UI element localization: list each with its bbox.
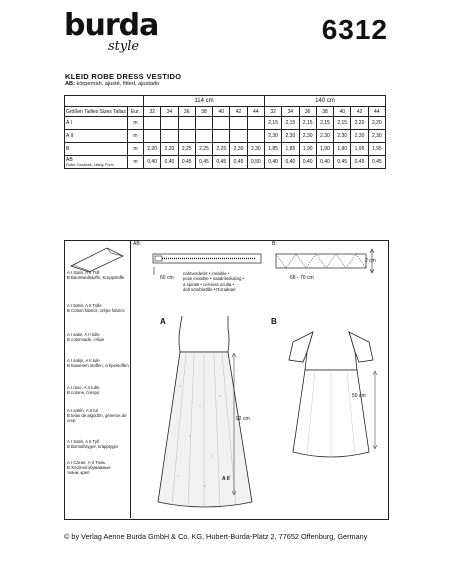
value-cell: 1,90 — [299, 143, 316, 156]
value-cell — [144, 117, 161, 130]
size-header-36: 36 — [299, 107, 316, 117]
value-cell — [230, 130, 247, 143]
value-cell — [195, 117, 212, 130]
value-cell — [195, 130, 212, 143]
width-114-header: 114 cm — [144, 96, 265, 107]
zip-line-1: nahtverdeckt • invisible • — [183, 271, 230, 276]
value-cell: 2,30 — [282, 130, 299, 143]
fabric-line: crep — [67, 418, 76, 424]
table-row — [65, 117, 386, 130]
pattern-number: 6312 — [321, 14, 388, 45]
fabric-suggestion — [67, 303, 125, 313]
view-a-label: A — [160, 317, 166, 326]
fabric-suggestion — [67, 270, 124, 280]
value-cell: 2,30 — [264, 130, 281, 143]
fabric-suggestion — [67, 358, 129, 368]
unit-cell: m — [127, 156, 143, 169]
value-cell: 2,20 — [351, 117, 368, 130]
row-label-text: B — [66, 146, 70, 152]
value-cell: 2,30 — [247, 143, 264, 156]
fabric-line: B Хлопчатобумажные — [67, 465, 111, 471]
value-cell: 1,90 — [316, 143, 333, 156]
value-cell: 0,45 — [195, 156, 212, 169]
size-header-38: 38 — [195, 107, 212, 117]
unit-cell: m — [127, 143, 143, 156]
fit-description — [65, 81, 159, 87]
size-header-42: 42 — [351, 107, 368, 117]
value-cell: 1,85 — [264, 143, 281, 156]
value-cell: 2,30 — [368, 130, 385, 143]
zip-description — [183, 271, 244, 292]
bias-tape-icon — [272, 246, 382, 282]
value-cell: 0,40 — [299, 156, 316, 169]
copyright-notice: © by Verlag Aenne Burda GmbH & Co. KG, Hubert-Burda-Platz 2, 77652 Offenburg, Germany — [64, 532, 368, 541]
value-cell: 0,40 — [144, 156, 161, 169]
zip-line-4: dolt sömblixtlås • Потайная — [183, 286, 236, 292]
row-label-text: A II — [66, 133, 74, 139]
fabric-line: B Baumwollstoffe, Kreppstoffe — [67, 275, 125, 281]
value-cell: 2,30 — [334, 130, 351, 143]
value-cell: 2,15 — [299, 117, 316, 130]
row-label — [65, 143, 128, 156]
size-header-32: 32 — [264, 107, 281, 117]
value-cell: 0,45 — [213, 156, 230, 169]
fabric-suggestions — [64, 240, 131, 518]
size-header-44: 44 — [368, 107, 385, 117]
value-cell: 2,25 — [195, 143, 212, 156]
row-label — [65, 117, 128, 130]
fabric-line: A I raso, A II tulle, — [67, 385, 101, 390]
fabric-line: B cotone, crespo — [67, 390, 100, 396]
value-cell — [247, 117, 264, 130]
fit-text: körpernah, ajusté, fitted, ajustado — [76, 81, 160, 87]
row-sublabel: Futter, Doublure, Lining, Forro — [66, 163, 114, 167]
value-cell: 0,40 — [316, 156, 333, 169]
value-cell: 2,30 — [351, 130, 368, 143]
fit-code: AB: — [65, 81, 75, 87]
fabric-suggestion — [67, 332, 104, 342]
value-cell: 1,95 — [351, 143, 368, 156]
value-cell — [178, 130, 195, 143]
value-cell: 2,30 — [316, 130, 333, 143]
zip-line-2: pose invisible • naadritssluiting • — [183, 276, 245, 282]
fabric-line: A I Satin, A II Tulle — [67, 303, 102, 308]
value-cell: 2,25 — [178, 143, 195, 156]
table-row — [65, 143, 386, 156]
fabric-line: A I satén, A II tul — [67, 408, 98, 413]
dress-a-illustration — [150, 306, 260, 516]
value-cell — [161, 130, 178, 143]
table-row — [65, 156, 386, 169]
row-label — [65, 130, 128, 143]
fabric-line: A I Satin, A II Tüll — [67, 270, 100, 275]
table-corner — [65, 96, 144, 107]
view-b-label: B — [271, 317, 277, 326]
value-cell — [213, 130, 230, 143]
fabric-line: B katoenen stoffen, crêpestoffen — [67, 363, 129, 369]
brand-sub: style — [108, 39, 140, 54]
value-cell: 2,20 — [368, 117, 385, 130]
value-cell: 0,45 — [368, 156, 385, 169]
size-header-40: 40 — [213, 107, 230, 117]
value-cell — [213, 117, 230, 130]
value-cell — [144, 130, 161, 143]
value-cell: 2,30 — [299, 130, 316, 143]
value-cell: 1,90 — [334, 143, 351, 156]
value-cell: 0,50 — [247, 156, 264, 169]
row-label — [65, 156, 128, 169]
value-cell — [178, 117, 195, 130]
value-cell: 1,95 — [368, 143, 385, 156]
value-cell — [247, 130, 264, 143]
value-cell: 0,45 — [230, 156, 247, 169]
burda-logo — [64, 8, 159, 54]
value-cell: 0,45 — [178, 156, 195, 169]
eur-label: Eur. — [127, 107, 143, 117]
fabric-suggestion — [67, 385, 100, 395]
width-140-header: 140 cm — [264, 96, 385, 107]
brand-name: burda — [64, 8, 159, 43]
view-a2-label: A II — [222, 476, 230, 482]
tape-width: 2 cm — [365, 258, 376, 264]
value-cell: 1,85 — [282, 143, 299, 156]
size-header-34: 34 — [161, 107, 178, 117]
size-header-40: 40 — [334, 107, 351, 117]
fabric-line: A I Satin, A II Tyll — [67, 439, 99, 444]
size-header-label: Größen Tailles Sizes Tallas — [66, 108, 126, 115]
value-cell: 0,45 — [334, 156, 351, 169]
value-cell: 0,40 — [161, 156, 178, 169]
value-cell: 2,30 — [230, 143, 247, 156]
fabric-suggestion — [67, 460, 111, 476]
fabric-suggestion — [67, 408, 127, 424]
value-cell: 0,40 — [282, 156, 299, 169]
fabric-line: B cotonnade, crêpe — [67, 337, 105, 343]
value-cell: 2,15 — [264, 117, 281, 130]
size-header-32: 32 — [144, 107, 161, 117]
row-label-text: AB — [66, 157, 73, 163]
value-cell: 0,45 — [351, 156, 368, 169]
fabric-line: A I Сатин, A II Тюль — [67, 460, 106, 465]
zip-length: 60 cm — [160, 275, 174, 281]
fabric-line: B telas de algodón, géneros de — [67, 413, 127, 419]
tape-length: 68 - 70 cm — [290, 275, 314, 281]
value-cell: 2,15 — [316, 117, 333, 130]
ab-notion-label: AB: — [133, 241, 142, 247]
fabric-suggestion — [67, 439, 118, 449]
fabric-line: ткани, креп — [67, 470, 90, 476]
yardage-table — [64, 95, 386, 169]
size-header-38: 38 — [316, 107, 333, 117]
value-cell: 2,15 — [334, 117, 351, 130]
size-header-34: 34 — [282, 107, 299, 117]
size-header-36: 36 — [178, 107, 195, 117]
table-row — [65, 130, 386, 143]
value-cell — [161, 117, 178, 130]
page-title: KLEID ROBE DRESS VESTIDO — [65, 72, 182, 81]
unit-cell: m — [127, 117, 143, 130]
fabric-line: B Bomullstyger, kräpptyger — [67, 444, 119, 450]
dress-b-illustration — [275, 316, 385, 476]
size-header-42: 42 — [230, 107, 247, 117]
dress-b-length: 50 cm — [352, 393, 366, 399]
value-cell: 2,15 — [282, 117, 299, 130]
value-cell: 0,40 — [264, 156, 281, 169]
value-cell: 2,20 — [161, 143, 178, 156]
fabric-line: A I satin, A II tulle — [67, 332, 100, 337]
row-label-text: A I — [66, 120, 72, 126]
fabric-line: B Cotton fabrics, crêpe fabrics — [67, 308, 125, 314]
unit-cell: m — [127, 130, 143, 143]
value-cell: 2,25 — [213, 143, 230, 156]
size-header-44: 44 — [247, 107, 264, 117]
zipper-icon — [152, 252, 264, 266]
b-notion-label: B: — [272, 241, 277, 247]
value-cell: 2,20 — [144, 143, 161, 156]
dress-a-length: 92 cm — [236, 416, 250, 422]
fabric-line: A I satijn, A II tule — [67, 358, 100, 363]
value-cell — [230, 117, 247, 130]
zip-line-3: a spirale • cerniera oculta • — [183, 281, 235, 287]
